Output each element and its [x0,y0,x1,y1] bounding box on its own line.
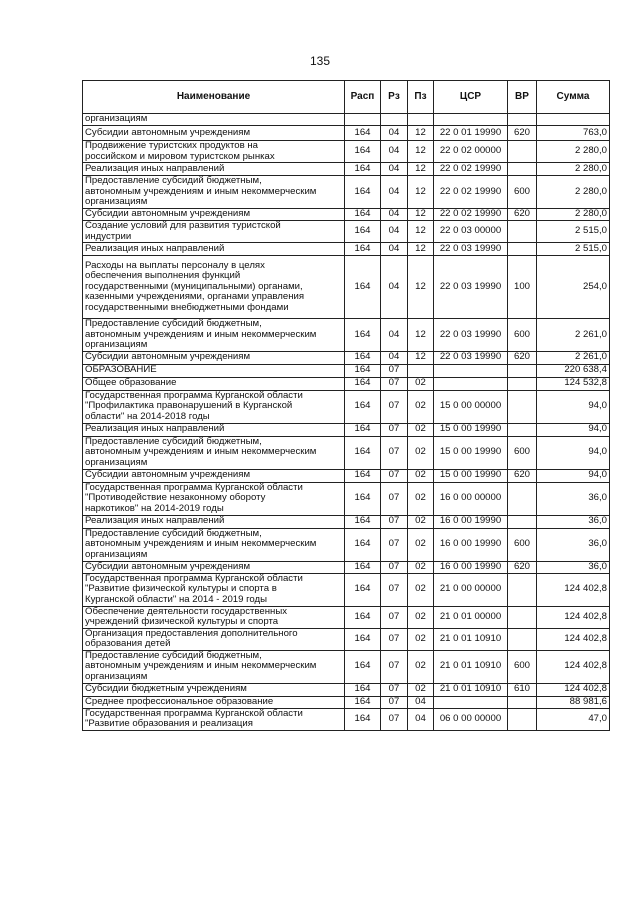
cell-pz: 02 [408,482,434,515]
cell-pz: 02 [408,469,434,482]
cell-sum: 88 981,6 [537,696,610,708]
cell-csr: 22 0 02 19990 [434,176,508,209]
cell-rz: 04 [381,126,408,141]
cell-rasp: 164 [345,176,381,209]
cell-rz: 07 [381,436,408,469]
table-row [83,469,610,482]
cell-vr: 620 [508,351,537,364]
cell-csr: 15 0 00 19990 [434,469,508,482]
table-row [83,256,610,319]
cell-name [83,141,345,163]
cell-rz: 04 [381,141,408,163]
cell-name [83,126,345,141]
cell-rasp: 164 [345,209,381,221]
cell-rasp: 164 [345,650,381,683]
cell-pz [408,364,434,377]
cell-name [83,256,345,319]
cell-name [83,243,345,256]
cell-vr: 600 [508,650,537,683]
table-row [83,221,610,243]
budget-table [82,80,610,731]
cell-vr [508,377,537,390]
cell-csr: 16 0 00 19990 [434,561,508,573]
cell-csr: 15 0 00 00000 [434,390,508,423]
cell-pz: 02 [408,561,434,573]
name-line: автономным учреждениям и иным некоммерческим [85,185,317,197]
header-rasp: Расп [345,81,381,114]
cell-sum: 36,0 [537,515,610,528]
table-row [83,561,610,573]
cell-name [83,628,345,650]
cell-sum: 220 638,4 [537,364,610,377]
cell-rasp: 164 [345,221,381,243]
name-line: организациям [85,456,148,468]
cell-pz: 12 [408,221,434,243]
cell-name [83,561,345,573]
name-line: области" на 2014-2018 годы [85,410,210,422]
cell-sum: 763,0 [537,126,610,141]
cell-rz: 07 [381,696,408,708]
cell-sum: 2 280,0 [537,141,610,163]
cell-vr: 600 [508,319,537,352]
name-line: Предоставление субсидий бюджетным, [85,318,262,329]
name-line: Обеспечение деятельности государственных [85,606,288,617]
name-line: автономным учреждениям и иным некоммерческим [85,660,317,672]
header-sum: Сумма [537,81,610,114]
name-line: "Развитие физической культуры и спорта в [85,583,277,595]
cell-vr [508,628,537,650]
cell-csr: 21 0 01 10910 [434,628,508,650]
cell-rasp: 164 [345,696,381,708]
name-line: индустрии [85,230,132,242]
cell-csr: 21 0 01 00000 [434,606,508,628]
cell-rz: 07 [381,683,408,696]
name-line: Общее образование [85,377,177,389]
cell-rz [381,114,408,126]
cell-rz: 04 [381,243,408,256]
cell-pz: 12 [408,243,434,256]
cell-pz: 12 [408,209,434,221]
cell-sum: 2 515,0 [537,243,610,256]
cell-csr [434,364,508,377]
cell-sum: 94,0 [537,436,610,469]
table-row [83,423,610,436]
cell-csr: 22 0 02 00000 [434,141,508,163]
header-vr: ВР [508,81,537,114]
cell-vr: 620 [508,469,537,482]
cell-name [83,390,345,423]
cell-name [83,606,345,628]
page-number: 135 [309,54,331,68]
cell-sum: 2 280,0 [537,163,610,176]
cell-pz: 12 [408,176,434,209]
cell-vr: 620 [508,126,537,141]
cell-sum [537,114,610,126]
cell-rasp: 164 [345,606,381,628]
name-line: Субсидии бюджетным учреждениям [85,683,247,695]
cell-vr: 100 [508,256,537,319]
cell-vr [508,573,537,606]
cell-rasp: 164 [345,683,381,696]
table-row [83,126,610,141]
cell-csr: 22 0 02 19990 [434,163,508,176]
cell-sum: 124 402,8 [537,683,610,696]
cell-rasp: 164 [345,528,381,561]
name-line: Государственная программа Курганской области [85,482,303,493]
cell-rasp: 164 [345,423,381,436]
cell-vr: 600 [508,176,537,209]
name-line: автономным учреждениям и иным некоммерческим [85,446,317,458]
table-row [83,209,610,221]
cell-rasp: 164 [345,628,381,650]
cell-csr [434,114,508,126]
cell-csr: 22 0 03 19990 [434,351,508,364]
cell-sum: 2 280,0 [537,209,610,221]
name-line: автономным учреждениям и иным некоммерческим [85,538,317,550]
cell-sum: 2 515,0 [537,221,610,243]
name-line: Государственная программа Курганской области [85,708,303,719]
name-line: Реализация иных направлений [85,242,225,254]
header-rz: Рз [381,81,408,114]
cell-vr: 600 [508,528,537,561]
cell-rz: 07 [381,528,408,561]
cell-rz: 07 [381,364,408,377]
cell-rasp: 164 [345,364,381,377]
cell-rz: 07 [381,561,408,573]
name-line: "Развитие образования и реализация [85,718,253,729]
cell-pz: 02 [408,528,434,561]
name-line: наркотиков" на 2014-2019 годы [85,502,224,514]
cell-name [83,221,345,243]
cell-rz: 04 [381,351,408,364]
table-row [83,364,610,377]
cell-name [83,114,345,126]
cell-pz: 02 [408,573,434,606]
cell-sum: 36,0 [537,528,610,561]
cell-csr: 15 0 00 19990 [434,423,508,436]
cell-rz: 07 [381,573,408,606]
name-line: Предоставление субсидий бюджетным, [85,528,262,539]
header-row [83,81,610,114]
table-row [83,606,610,628]
cell-csr: 21 0 01 10910 [434,650,508,683]
cell-sum: 124 402,8 [537,628,610,650]
name-line: Субсидии автономным учреждениям [85,126,251,138]
cell-csr: 15 0 00 19990 [434,436,508,469]
table-row [83,683,610,696]
cell-csr: 21 0 00 00000 [434,573,508,606]
cell-rz: 07 [381,650,408,683]
cell-vr [508,482,537,515]
cell-rasp [345,114,381,126]
cell-csr: 22 0 01 19990 [434,126,508,141]
cell-rasp: 164 [345,436,381,469]
cell-vr [508,390,537,423]
cell-sum: 47,0 [537,708,610,730]
name-line: организациям [85,670,148,682]
table-row [83,176,610,209]
cell-vr [508,606,537,628]
cell-pz: 02 [408,436,434,469]
table-row [83,650,610,683]
cell-vr [508,696,537,708]
cell-name [83,209,345,221]
cell-pz: 02 [408,650,434,683]
cell-pz: 02 [408,628,434,650]
cell-name [83,708,345,730]
cell-vr [508,163,537,176]
cell-rasp: 164 [345,351,381,364]
name-line: казенными учреждениями, органами управления [85,291,305,303]
cell-name [83,423,345,436]
name-line: организациям [85,548,148,560]
name-line: "Противодействие незаконному обороту [85,492,266,504]
cell-sum: 2 261,0 [537,351,610,364]
cell-pz: 02 [408,377,434,390]
cell-sum: 2 261,0 [537,319,610,352]
cell-csr: 22 0 03 19990 [434,256,508,319]
cell-pz: 12 [408,256,434,319]
cell-pz: 02 [408,606,434,628]
table-row [83,436,610,469]
name-line: Создание условий для развития туристской [85,220,281,231]
cell-rasp: 164 [345,256,381,319]
cell-sum: 2 280,0 [537,176,610,209]
cell-name [83,515,345,528]
name-line: организациям [85,339,148,350]
name-line: Реализация иных направлений [85,162,225,174]
name-line: Реализация иных направлений [85,423,225,435]
cell-rz: 07 [381,482,408,515]
cell-name [83,650,345,683]
cell-csr: 22 0 03 19990 [434,243,508,256]
name-line: Предоставление субсидий бюджетным, [85,436,262,447]
cell-pz: 12 [408,163,434,176]
name-line: Продвижение туристских продуктов на [85,140,258,151]
cell-name [83,351,345,364]
name-line: образования детей [85,638,171,649]
cell-sum: 124 402,8 [537,573,610,606]
cell-vr [508,221,537,243]
cell-rasp: 164 [345,482,381,515]
cell-sum: 36,0 [537,482,610,515]
cell-name [83,163,345,176]
cell-rz: 07 [381,708,408,730]
cell-vr [508,141,537,163]
cell-name [83,377,345,390]
cell-sum: 124 532,8 [537,377,610,390]
header-pz: Пз [408,81,434,114]
table-row [83,243,610,256]
cell-rz: 04 [381,163,408,176]
cell-pz: 12 [408,141,434,163]
cell-vr: 620 [508,209,537,221]
cell-rz: 07 [381,377,408,390]
cell-rz: 04 [381,256,408,319]
cell-sum: 94,0 [537,469,610,482]
name-line: Предоставление субсидий бюджетным, [85,175,262,187]
cell-vr [508,423,537,436]
cell-rasp: 164 [345,377,381,390]
table-row [83,114,610,126]
cell-vr: 610 [508,683,537,696]
cell-sum: 254,0 [537,256,610,319]
table-row [83,351,610,364]
cell-vr [508,515,537,528]
cell-pz: 02 [408,515,434,528]
name-line: российском и мировом туристском рынках [85,150,275,162]
cell-name [83,469,345,482]
cell-rz: 07 [381,606,408,628]
name-line: Среднее профессиональное образование [85,696,274,707]
name-line: Субсидии автономным учреждениям [85,561,251,572]
table-row [83,573,610,606]
cell-name [83,683,345,696]
cell-vr [508,243,537,256]
cell-csr [434,377,508,390]
cell-csr: 22 0 03 19990 [434,319,508,352]
header-csr: ЦСР [434,81,508,114]
cell-rasp: 164 [345,163,381,176]
cell-pz: 04 [408,708,434,730]
name-line: ОБРАЗОВАНИЕ [85,364,157,376]
cell-pz: 04 [408,696,434,708]
cell-rz: 04 [381,209,408,221]
cell-csr: 22 0 02 19990 [434,209,508,221]
table-body [83,114,610,731]
table-row [83,696,610,708]
table-row [83,482,610,515]
cell-rz: 04 [381,221,408,243]
cell-rasp: 164 [345,573,381,606]
cell-rasp: 164 [345,319,381,352]
cell-vr: 620 [508,561,537,573]
name-line: организациям [85,113,148,125]
table-row [83,528,610,561]
name-line: "Профилактика правонарушений в Курганской [85,400,293,412]
table-row [83,319,610,352]
cell-rz: 04 [381,319,408,352]
cell-csr: 21 0 01 10910 [434,683,508,696]
cell-name [83,176,345,209]
cell-rz: 04 [381,176,408,209]
cell-sum: 94,0 [537,423,610,436]
table-row [83,390,610,423]
cell-rasp: 164 [345,243,381,256]
cell-rasp: 164 [345,515,381,528]
cell-sum: 94,0 [537,390,610,423]
cell-sum: 124 402,8 [537,650,610,683]
table-row [83,628,610,650]
cell-name [83,319,345,352]
cell-rz: 07 [381,423,408,436]
cell-pz: 02 [408,423,434,436]
cell-rasp: 164 [345,708,381,730]
cell-sum: 124 402,8 [537,606,610,628]
name-line: Субсидии автономным учреждениям [85,469,251,481]
name-line: Государственная программа Курганской области [85,573,303,584]
name-line: обеспечения выполнения функций [85,270,241,282]
cell-rasp: 164 [345,390,381,423]
name-line: Расходы на выплаты персоналу в целях [85,259,265,271]
cell-name [83,364,345,377]
table-row [83,163,610,176]
cell-csr: 16 0 00 00000 [434,482,508,515]
cell-csr: 16 0 00 19990 [434,528,508,561]
name-line: государственными (муниципальными) органами, [85,280,303,292]
cell-sum: 36,0 [537,561,610,573]
cell-pz: 12 [408,351,434,364]
name-line: Реализация иных направлений [85,515,225,527]
cell-rz: 07 [381,628,408,650]
cell-name [83,528,345,561]
cell-vr [508,114,537,126]
cell-rasp: 164 [345,561,381,573]
cell-vr: 600 [508,436,537,469]
cell-pz [408,114,434,126]
cell-csr [434,696,508,708]
table-row [83,708,610,730]
name-line: государственными внебюджетными фондами [85,301,289,313]
cell-csr: 06 0 00 00000 [434,708,508,730]
cell-pz: 12 [408,319,434,352]
table-row [83,515,610,528]
cell-rz: 07 [381,390,408,423]
cell-name [83,482,345,515]
name-line: Субсидии автономным учреждениям [85,208,251,220]
cell-name [83,696,345,708]
cell-vr [508,708,537,730]
table-row [83,141,610,163]
cell-csr: 22 0 03 00000 [434,221,508,243]
cell-pz: 02 [408,390,434,423]
cell-rz: 07 [381,515,408,528]
cell-name [83,436,345,469]
name-line: Предоставление субсидий бюджетным, [85,650,262,661]
cell-vr [508,364,537,377]
name-line: Субсидии автономным учреждениям [85,351,251,363]
name-line: Курганской области" на 2014 - 2019 годы [85,593,268,605]
name-line: учреждений физической культуры и спорта [85,616,279,627]
cell-pz: 02 [408,683,434,696]
name-line: организациям [85,196,148,208]
cell-name [83,573,345,606]
cell-rasp: 164 [345,141,381,163]
name-line: Государственная программа Курганской области [85,390,303,401]
name-line: автономным учреждениям и иным некоммерческим [85,328,317,340]
cell-rasp: 164 [345,126,381,141]
cell-csr: 16 0 00 19990 [434,515,508,528]
table-row [83,377,610,390]
name-line: Организация предоставления дополнительного [85,628,298,639]
header-name: Наименование [83,81,345,114]
cell-rz: 07 [381,469,408,482]
cell-pz: 12 [408,126,434,141]
cell-rasp: 164 [345,469,381,482]
